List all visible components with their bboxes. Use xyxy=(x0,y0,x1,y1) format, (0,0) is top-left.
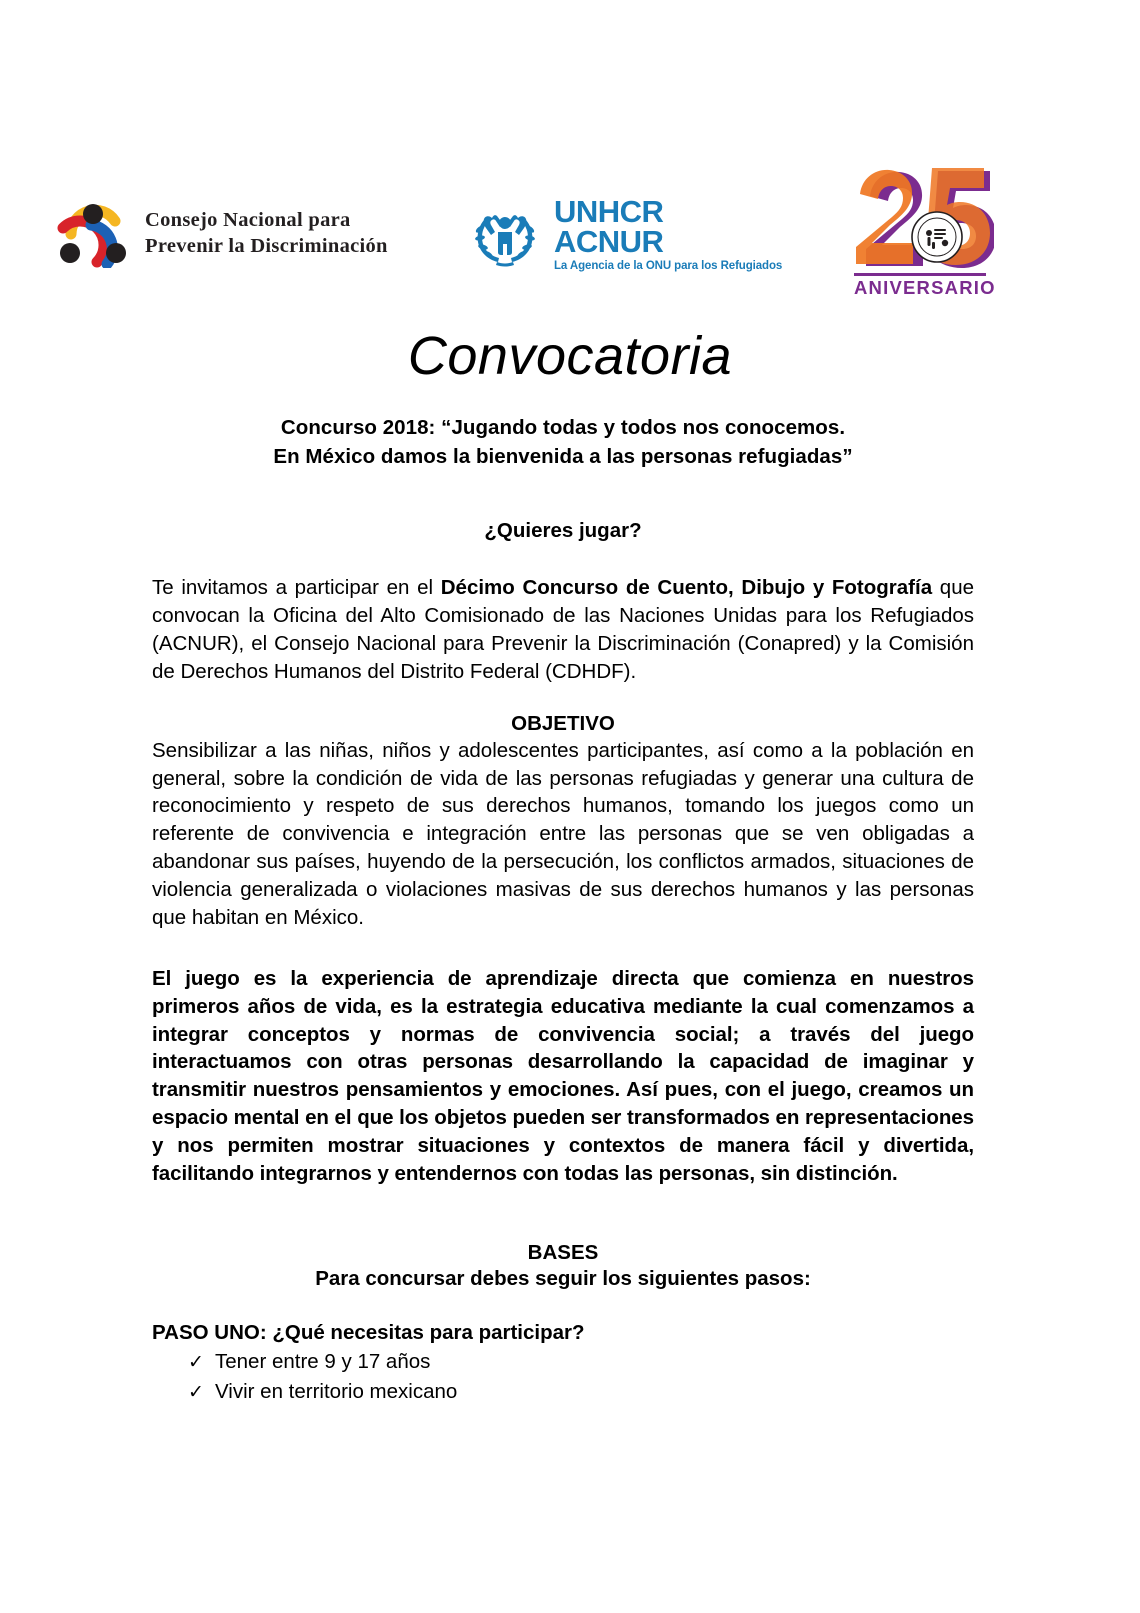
unhcr-tagline: La Agencia de la ONU para los Refugiados xyxy=(554,259,783,272)
bases-heading: BASES xyxy=(527,1240,599,1264)
contest-subtitle xyxy=(152,413,974,471)
unhcr-wordmark-line2: ACNUR xyxy=(554,224,664,260)
call-to-action: ¿Quieres jugar? xyxy=(484,519,642,543)
list-item xyxy=(188,1377,974,1407)
list-item-label: Vivir en territorio mexicano xyxy=(215,1379,458,1403)
intro-paragraph xyxy=(152,574,974,686)
list-item xyxy=(188,1347,974,1377)
bases-subheading: Para concursar debes seguir los siguientes pasos: xyxy=(315,1266,811,1290)
check-icon: ✓ xyxy=(188,1381,204,1403)
conapred-wordmark xyxy=(145,208,388,259)
objetivo-heading: OBJETIVO xyxy=(511,711,615,735)
conapred-wordmark-line2: Prevenir la Discriminación xyxy=(145,235,388,257)
anniversary-label: ANIVERSARIO xyxy=(854,277,996,298)
list-item-label: Tener entre 9 y 17 años xyxy=(215,1349,431,1373)
unhcr-wordmark-line1: UNHCR xyxy=(554,194,664,229)
paso-uno-heading: PASO UNO: ¿Qué necesitas para participar? xyxy=(152,1320,585,1344)
check-icon: ✓ xyxy=(188,1351,204,1373)
contest-subtitle-line1: Concurso 2018: “Jugando todas y todos nos conocemos. xyxy=(280,416,846,439)
document-body xyxy=(152,413,974,1407)
juego-paragraph: El juego es la experiencia de aprendizaje directa que comienza en nuestros primeros años de vida, es la estrategia educativa mediante la cual comenzamos a integrar conceptos y normas de convivencia social; a través del juego interactuamos con otras personas desarrollando la capacidad de imaginar y transmitir nuestros pensamientos y emociones. Así pues, con el juego, creamos un espacio mental en el que los objetos pueden ser transformados en representaciones y nos permiten mostrar situaciones y contextos de manera fácil y divertida, facilitando integrarnos y entendernos con todas las personas, sin distinción. xyxy=(152,966,974,1185)
intro-text-rest: que convocan la Oficina del Alto Comisionado de las Naciones Unidas para los Refugiados (ACNUR), el Consejo Nacional para Prevenir la Discriminación (Conapred) y la Comisión de Derechos Humanos del Distrito Federal (CDHDF). xyxy=(152,576,975,683)
conapred-wordmark-line1: Consejo Nacional para xyxy=(145,209,351,232)
page-title: Convocatoria xyxy=(407,326,733,386)
anniversary-logo xyxy=(846,163,994,303)
contest-subtitle-line2: En México damos la bienvenida a las personas refugiadas” xyxy=(273,445,853,469)
intro-contest-name: Décimo Concurso de Cuento, Dibujo y Fotografía xyxy=(440,576,933,600)
conapred-logo xyxy=(55,200,388,268)
conapred-figures-icon xyxy=(55,200,131,268)
unhcr-logo xyxy=(466,194,783,272)
anniversary-25-icon xyxy=(846,163,994,271)
anniversary-rule xyxy=(854,273,986,276)
paso-uno-requirements-list xyxy=(152,1347,974,1407)
logo-header-bar xyxy=(0,155,1140,305)
bases-section xyxy=(152,1241,974,1407)
objetivo-paragraph: Sensibilizar a las niñas, niños y adolescentes participantes, así como a la población en general, sobre la condición de vida de las personas refugiadas y generar una cultura de reconocimiento y respeto de sus derechos humanos, tomando los juegos como un referente de convivencia e integración entre las personas que se ven obligadas a abandonar sus países, huyendo de la persecución, los conflictos armados, situaciones de violencia generalizada o violaciones masivas de sus derechos humanos y las personas que habitan en México. xyxy=(152,738,974,929)
unhcr-wordmark xyxy=(554,194,783,272)
intro-text-lead: Te invitamos a participar en el xyxy=(152,576,441,600)
unhcr-emblem-icon xyxy=(466,202,544,268)
